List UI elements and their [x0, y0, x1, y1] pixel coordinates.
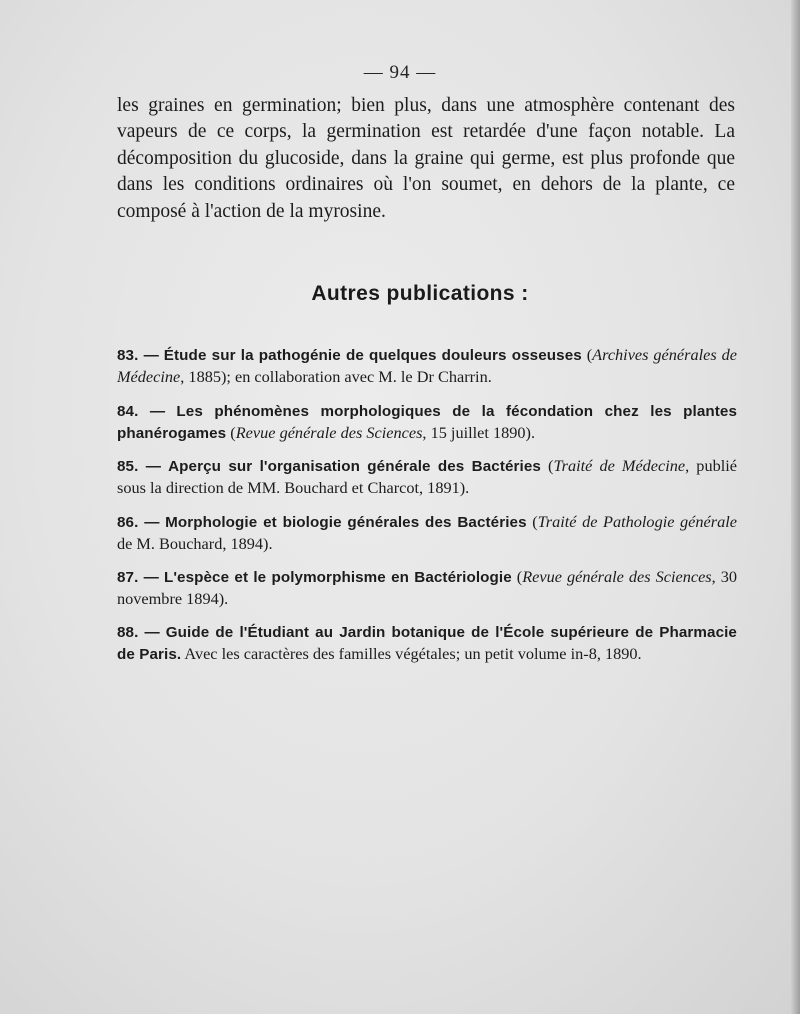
publication-item	[117, 401, 737, 444]
publication-item	[117, 345, 737, 387]
publication-item	[117, 512, 737, 554]
publication-number: 88. —	[117, 624, 160, 641]
publication-item	[117, 456, 737, 498]
intro-line: composé à l'action de la myrosine.	[117, 200, 386, 222]
publication-details: de M. Bouchard, 1894).	[117, 533, 273, 553]
publication-source: Traité de Pathologie générale	[537, 512, 737, 531]
publication-details: , 30 novembre 1894).	[117, 567, 738, 608]
publication-item	[117, 622, 737, 665]
publication-number: 83. —	[117, 347, 159, 364]
page-number: — 94 —	[363, 62, 437, 83]
publication-source: Revue générale des Sciences	[522, 567, 712, 586]
publication-source: Archives générales de Médecine	[117, 345, 737, 386]
publication-paren: (	[526, 512, 538, 531]
publication-paren: (	[511, 567, 523, 586]
publication-title: Morphologie et biologie générales des Bactéries	[165, 514, 527, 531]
publication-number: 84. —	[117, 403, 166, 420]
publication-number: 87. —	[117, 569, 159, 586]
intro-line: décomposition du glucoside, dans la graine qui germe, est plus profonde que	[117, 147, 735, 169]
intro-paragraph	[117, 93, 735, 225]
publication-title: Étude sur la pathogénie de quelques douleurs osseuses	[163, 347, 582, 364]
publication-number: 86. —	[117, 514, 160, 531]
publication-title: L'espèce et le polymorphisme en Bactériologie	[163, 569, 512, 586]
publication-title: Guide de l'Étudiant au Jardin botanique de l'École supérieure de Pharmacie de Paris.	[117, 624, 737, 663]
publication-source: Revue générale des Sciences	[235, 422, 423, 442]
publication-source: Traité de Médecine	[553, 456, 686, 475]
publication-paren: (	[226, 422, 236, 442]
publication-details: , 1885); en collaboration avec M. le Dr Charrin.	[180, 366, 492, 386]
page-edge-shadow	[791, 0, 800, 1014]
publication-number: 85. —	[117, 458, 162, 475]
intro-line: dans les conditions ordinaires où l'on soumet, en dehors de la plante, ce	[117, 174, 735, 196]
intro-line: vapeurs de ce corps, la germination est retardée d'une façon notable. La	[117, 121, 735, 143]
publication-paren: (	[540, 456, 554, 475]
publication-details: , 15 juillet 1890).	[422, 422, 536, 442]
intro-line: les graines en germination; bien plus, dans une atmosphère contenant des	[117, 95, 735, 116]
publication-title: Aperçu sur l'organisation générale des Bactéries	[168, 458, 541, 475]
publication-item	[117, 567, 737, 609]
publication-details: , publié sous la direction de MM. Bouchard et Charcot, 1891).	[117, 456, 737, 497]
publication-details: Avec les caractères des familles végétales; un petit volume in-8, 1890.	[181, 643, 642, 663]
publication-paren: (	[581, 345, 593, 364]
section-title: Autres publications :	[311, 282, 529, 305]
publication-title: Les phénomènes morphologiques de la fécondation chez les plantes phanérogames	[117, 403, 737, 442]
